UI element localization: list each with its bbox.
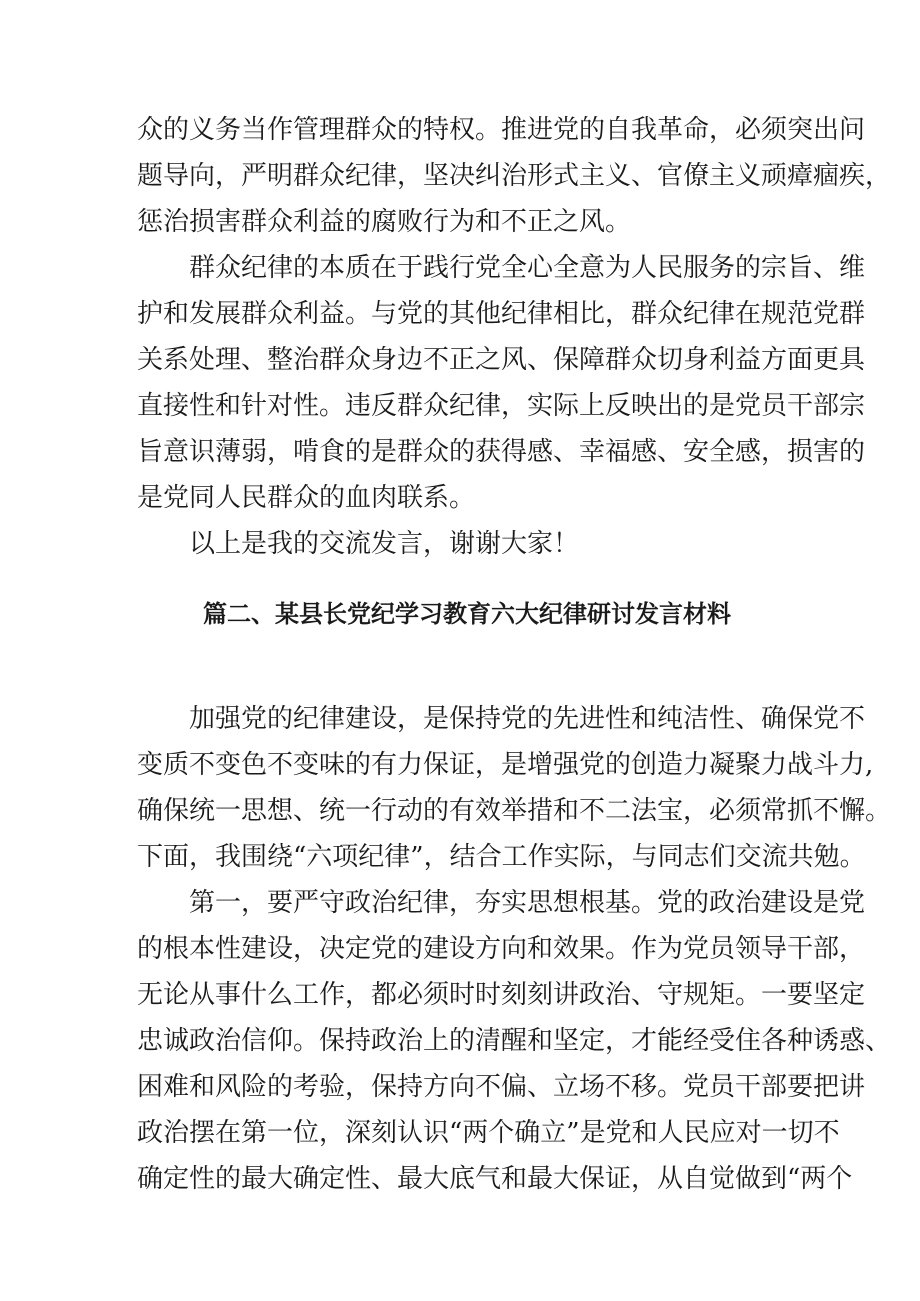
text-line: 众的义务当作管理群众的特权。推进党的自我革命，必须突出问: [137, 115, 866, 145]
text-line: 关系处理、整治群众身边不正之风、保障群众切身利益方面更具: [137, 345, 866, 375]
text-line: 政治摆在第一位，深刻认识“两个确立”是党和人民应对一切不: [137, 1118, 840, 1148]
text-line: 变质不变色不变味的有力保证，是增强党的创造力凝聚力战斗力,: [137, 750, 874, 780]
text-line: 确定性的最大确定性、最大底气和最大保证，从自觉做到“两个: [137, 1164, 853, 1194]
text-line: 题导向，严明群众纪律，坚决纠治形式主义、官僚主义顽瘴痼疾，: [137, 161, 892, 191]
text-line: 的根本性建设，决定党的建设方向和效果。作为党员领导干部，: [137, 934, 866, 964]
text-line: 护和发展群众利益。与党的其他纪律相比，群众纪律在规范党群: [137, 299, 866, 329]
text-line: 下面，我围绕“六项纪律”，结合工作实际，与同志们交流共勉。: [137, 842, 866, 872]
text-line: 确保统一思想、统一行动的有效举措和不二法宝，必须常抓不懈。: [137, 796, 892, 826]
text-line: 是党同人民群众的血肉联系。: [137, 483, 476, 513]
text-line: 困难和风险的考验，保持方向不偏、立场不移。党员干部要把讲: [137, 1072, 866, 1102]
text-line: 忠诚政治信仰。保持政治上的清醒和坚定，才能经受住各种诱惑、: [137, 1026, 892, 1056]
text-line: 加强党的纪律建设，是保持党的先进性和纯洁性、确保党不: [137, 704, 866, 734]
text-line: 惩治损害群众利益的腐败行为和不正之风。: [137, 207, 632, 237]
text-line: 直接性和针对性。违反群众纪律，实际上反映出的是党员干部宗: [137, 391, 866, 421]
text-line: 以上是我的交流发言，谢谢大家！: [137, 529, 580, 559]
text-line: 无论从事什么工作，都必须时时刻刻讲政治、守规矩。一要坚定: [137, 980, 866, 1010]
section-heading: 篇二、某县长党纪学习教育六大纪律研讨发言材料: [203, 600, 731, 628]
text-line: 旨意识薄弱，啃食的是群众的获得感、幸福感、安全感，损害的: [137, 437, 866, 467]
text-line: 第一，要严守政治纪律，夯实思想根基。党的政治建设是党: [137, 888, 866, 918]
text-line: 群众纪律的本质在于践行党全心全意为人民服务的宗旨、维: [137, 253, 866, 283]
